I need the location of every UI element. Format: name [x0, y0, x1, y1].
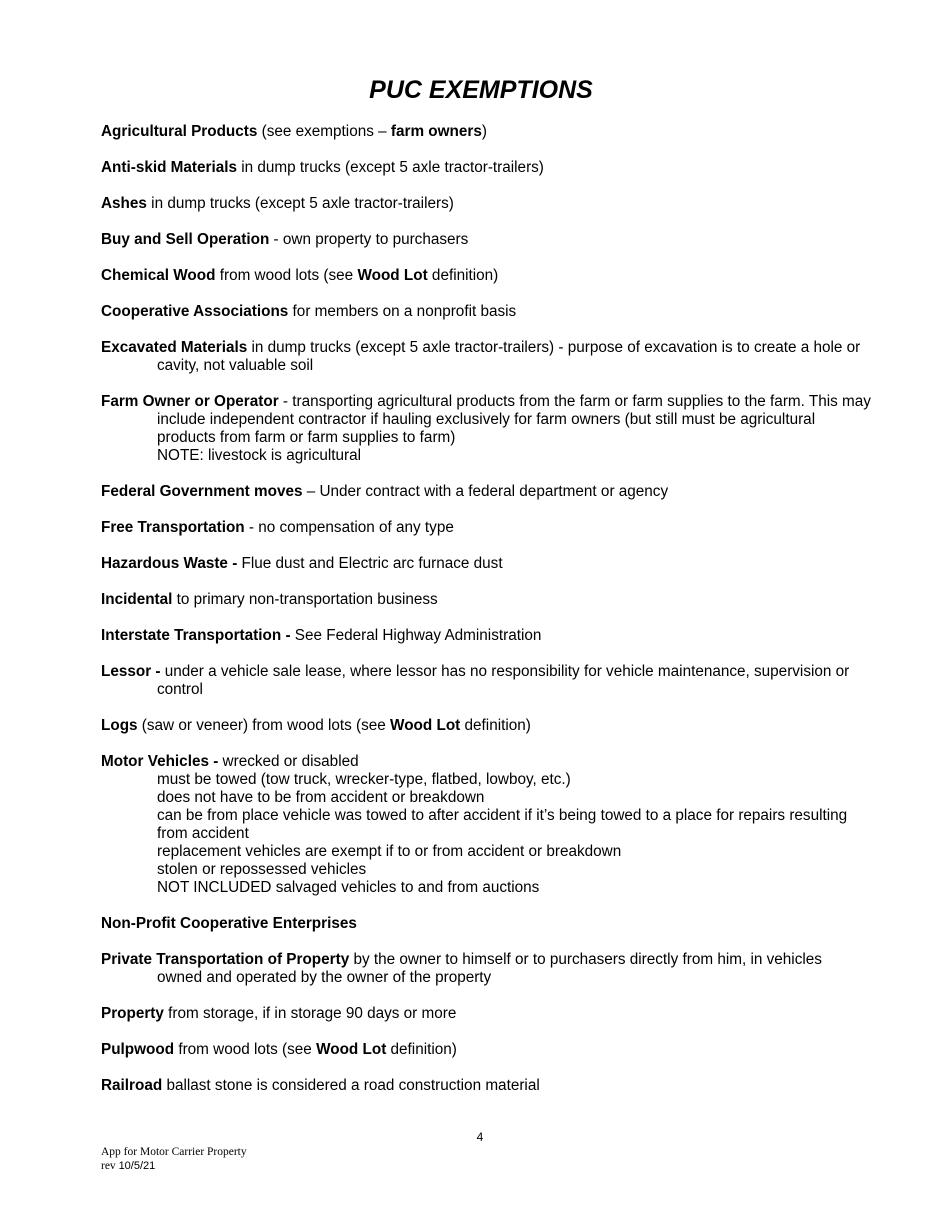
entry-term: Free Transportation: [101, 519, 245, 536]
motor-vehicle-line: NOT INCLUDED salvaged vehicles to and from auctions: [157, 879, 540, 896]
entry-term: Chemical Wood: [101, 267, 216, 284]
list-item: Federal Government moves – Under contract with a federal department or agency: [101, 483, 669, 500]
list-item: Cooperative Associations for members on a nonprofit basis: [101, 303, 517, 320]
entry-term: Ashes: [101, 195, 147, 212]
list-item: Excavated Materials in dump trucks (except 5 axle tractor-trailers) - purpose of excavation is to create a hole or cavity, not valuable soil: [101, 339, 861, 374]
list-item: Incidental to primary non-transportation business: [101, 591, 438, 608]
list-item: Anti-skid Materials in dump trucks (except 5 axle tractor-trailers): [101, 159, 544, 176]
entry-term: Buy and Sell Operation: [101, 231, 270, 248]
list-item: Railroad ballast stone is considered a road construction material: [101, 1077, 540, 1094]
list-item: Pulpwood from wood lots (see Wood Lot definition): [101, 1041, 457, 1058]
list-item: Interstate Transportation - See Federal Highway Administration: [101, 627, 542, 644]
list-item: Buy and Sell Operation - own property to purchasers: [101, 231, 469, 248]
page-title: PUC EXEMPTIONS: [369, 76, 593, 104]
motor-vehicle-line: can be from place vehicle was towed to after accident if it’s being towed to a place for repairs resulting from accident: [157, 807, 848, 842]
entry-term: Incidental: [101, 591, 173, 608]
entry-note: NOTE: livestock is agricultural: [157, 447, 362, 464]
motor-vehicle-line: replacement vehicles are exempt if to or from accident or breakdown: [157, 843, 622, 860]
entry-term: Pulpwood: [101, 1041, 175, 1058]
list-item: Chemical Wood from wood lots (see Wood Lot definition): [101, 267, 499, 284]
list-item: Property from storage, if in storage 90 days or more: [101, 1005, 457, 1022]
entry-term: Agricultural Products: [101, 123, 258, 140]
page-number: 4: [476, 1130, 484, 1144]
list-item: Farm Owner or Operator - transporting agricultural products from the farm or farm supplies to the farm. This may include independent contractor if hauling exclusively for farm owners (but still must be agricultural products from farm or farm supplies to farm) NOTE: livestock is agricultural: [101, 393, 871, 464]
entry-term: Anti-skid Materials: [101, 159, 238, 176]
entry-term: Cooperative Associations: [101, 303, 289, 320]
entry-term: Lessor -: [101, 663, 161, 680]
entry-term: Excavated Materials: [101, 339, 248, 356]
entry-term: Hazardous Waste -: [101, 555, 238, 572]
entry-term: Interstate Transportation -: [101, 627, 291, 644]
entry-term: Federal Government moves: [101, 483, 303, 500]
list-item: Private Transportation of Property by the owner to himself or to purchasers directly from him, in vehicles owned and operated by the owner of the property: [101, 951, 822, 986]
list-item: Lessor - under a vehicle sale lease, where lessor has no responsibility for vehicle maintenance, supervision or control: [101, 663, 850, 698]
list-item: Hazardous Waste - Flue dust and Electric arc furnace dust: [101, 555, 503, 572]
list-item: Logs (saw or veneer) from wood lots (see Wood Lot definition): [101, 717, 531, 734]
motor-vehicle-line: must be towed (tow truck, wrecker-type, flatbed, lowboy, etc.): [157, 771, 571, 788]
entry-term: Property: [101, 1005, 164, 1022]
footer-doc-name: App for Motor Carrier Property: [101, 1146, 247, 1158]
footer-rev-date: 10/5/21: [118, 1160, 156, 1172]
exemption-list: [101, 123, 871, 1113]
entry-term: Logs: [101, 717, 138, 734]
footer: [101, 1145, 247, 1173]
motor-vehicle-line: stolen or repossessed vehicles: [157, 861, 367, 878]
list-item: Agricultural Products (see exemptions – farm owners): [101, 123, 487, 140]
entry-term: Motor Vehicles -: [101, 753, 219, 770]
list-item: [101, 915, 871, 933]
list-item: Ashes in dump trucks (except 5 axle tractor-trailers): [101, 195, 454, 212]
footer-rev-label: rev: [101, 1160, 116, 1172]
list-item: Motor Vehicles - wrecked or disabled must be towed (tow truck, wrecker-type, flatbed, lowboy, etc.) does not have to be from accident or breakdown can be from place vehicle was towed to after accident if it’s being towed to a place for repairs resulting from accident replacement vehicles are exempt if to or from accident or breakdown stolen or repossessed vehicles NOT INCLUDED salvaged vehicles to and from auctions: [101, 753, 871, 897]
entry-term: Private Transportation of Property: [101, 951, 350, 968]
list-item: Free Transportation - no compensation of any type: [101, 519, 454, 536]
entry-term: Railroad: [101, 1077, 163, 1094]
motor-vehicle-line: does not have to be from accident or breakdown: [157, 789, 485, 806]
entry-term: Non-Profit Cooperative Enterprises: [101, 915, 357, 932]
entry-term: Farm Owner or Operator: [101, 393, 279, 410]
